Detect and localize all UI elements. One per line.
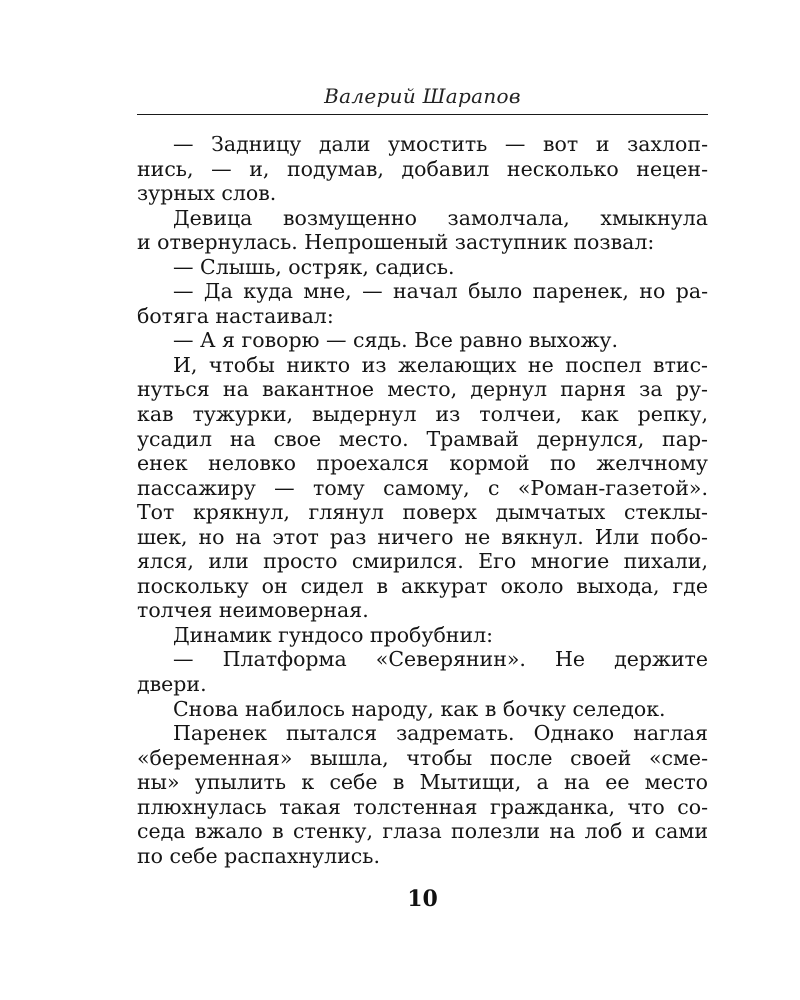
text-line: — Да куда мне, — начал было паренек, но ра- [173,279,708,304]
text-line: — А я говорю — сядь. Все равно выхожу. [173,328,619,353]
text-line: — Слышь, остряк, садись. [173,254,455,279]
text-line: И, чтобы никто из желающих не поспел втис- [173,352,708,377]
text-line: ялся, или просто смирился. Его многие пихали, [137,549,708,574]
text-line: и отвернулась. Непрошеный заступник позвал: [137,230,655,255]
text-line: Снова набилось народу, как в бочку селедок. [173,696,666,721]
text-line: — Задницу дали умостить — вот и захлоп- [173,132,708,156]
text-line: Девица возмущенно замолчала, хмыкнула [173,205,708,230]
text-line: Тот крякнул, глянул поверх дымчатых стеклы- [137,500,708,525]
header-rule [137,114,708,115]
text-line: «беременная» вышла, чтобы после своей «сме- [137,745,708,770]
page-number: 10 [407,886,438,912]
text-line: ны» упылить к себе в Мытищи, а на ее место [137,770,708,795]
text-line: пассажиру — тому самому, с «Роман-газетой». [137,475,708,500]
text-line: по себе распахнулись. [137,843,380,868]
body-text [137,132,708,868]
text-line: Динамик гундосо пробубнил: [173,622,494,647]
text-line: седа вжало в стенку, глаза полезли на лоб и сами [137,819,708,844]
text-line: кав тужурки, выдернул из толчеи, как репку, [137,402,708,427]
text-line: зурных слов. [137,181,277,206]
text-line: шек, но на этот раз ничего не вякнул. Или побо- [137,524,708,549]
text-line: плюхнулась такая толстенная гражданка, что со- [137,794,708,819]
text-line: — Платформа «Северянин». Не держите [173,647,708,672]
text-line: нись, — и, подумав, добавил несколько нецен- [137,156,708,181]
running-head-author: Валерий Шарапов [324,84,521,108]
text-line: толчея неимоверная. [137,598,369,623]
text-line: ботяга настаивал: [137,303,334,328]
text-line: нуться на вакантное место, дернул парня за ру- [137,377,708,402]
text-line: усадил на свое место. Трамвай дернулся, пар- [137,426,708,451]
text-line: енек неловко проехался кормой по желчному [137,451,708,476]
text-line: двери. [137,672,207,697]
text-line: поскольку он сидел в аккурат около выхода, где [137,573,708,598]
text-line: Паренек пытался задремать. Однако наглая [173,721,708,746]
